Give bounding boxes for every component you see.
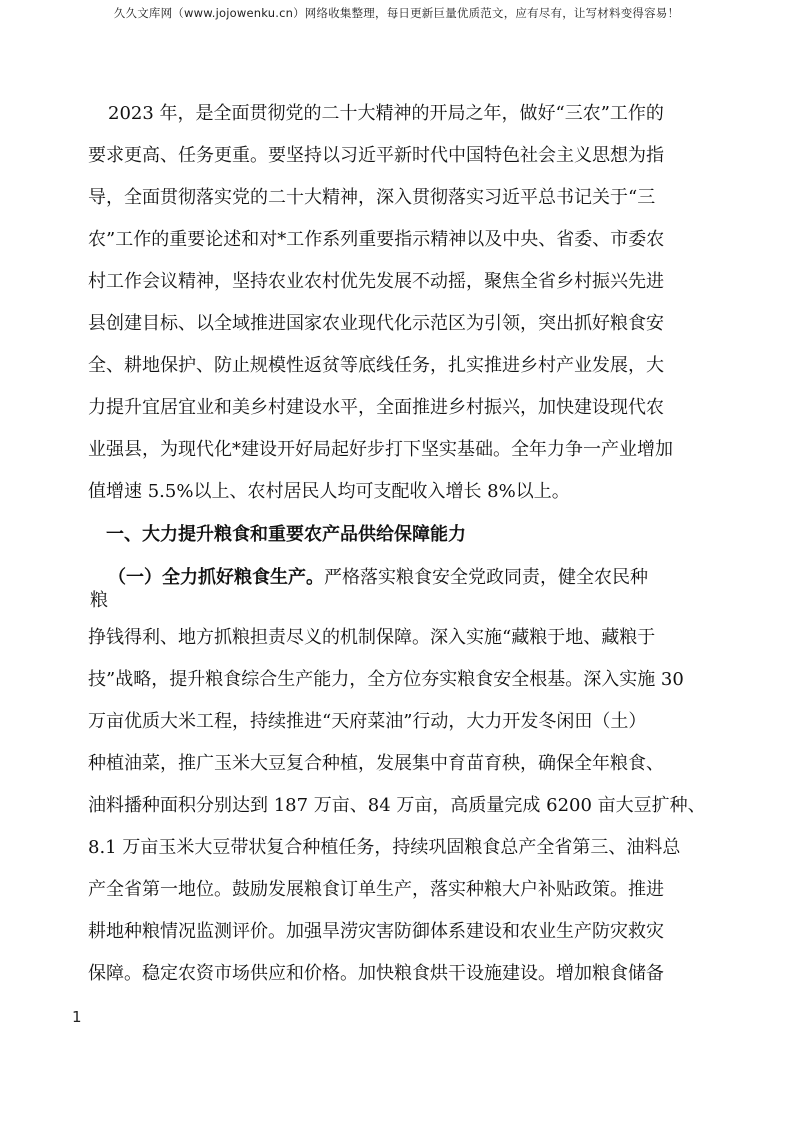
paragraph-line: 万亩优质大米工程，持续推进“天府菜油”行动，大力开发冬闲田（土）: [88, 711, 647, 732]
paragraph-line: 要求更高、任务更重。要坚持以习近平新时代中国特色社会主义思想为指: [88, 145, 664, 166]
paragraph-line: 导，全面贯彻落实党的二十大精神，深入贯彻落实习近平总书记关于“三: [88, 187, 656, 208]
subsection-line: [108, 567, 648, 589]
paragraph-line: 粮: [90, 590, 108, 611]
subsection-text: 严格落实粮食安全党政同责，健全农民种: [324, 567, 648, 588]
subsection-heading: （一）全力抓好粮食生产。: [108, 567, 324, 588]
paragraph-line: 2023 年，是全面贯彻党的二十大精神的开局之年，做好“三农”工作的: [108, 103, 664, 124]
paragraph-line: 技”战略，提升粮食综合生产能力，全方位夯实粮食安全根基。深入实施 30: [88, 669, 684, 690]
paragraph-line: 业强县，为现代化*建设开好局起好步打下坚实基础。全年力争一产业增加: [88, 439, 673, 460]
page-number: 1: [72, 1008, 82, 1026]
section-heading: 一、大力提升粮食和重要农产品供给保障能力: [106, 524, 466, 545]
paragraph-line: 8.1 万亩玉米大豆带状复合种植任务，持续巩固粮食总产全省第三、油料总: [88, 837, 681, 858]
paragraph-line: 耕地种粮情况监测评价。加强旱涝灾害防御体系建设和农业生产防灾救灾: [88, 921, 664, 942]
paragraph-line: 保障。稳定农资市场供应和价格。加快粮食烘干设施建设。增加粮食储备: [88, 963, 664, 984]
paragraph-line: 县创建目标、以全域推进国家农业现代化示范区为引领，突出抓好粮食安: [88, 313, 664, 334]
paragraph-line: 挣钱得利、地方抓粮担责尽义的机制保障。深入实施“藏粮于地、藏粮于: [88, 627, 656, 648]
paragraph-line: 种植油菜，推广玉米大豆复合种植，发展集中育苗育秧，确保全年粮食、: [88, 753, 664, 774]
paragraph-line: 村工作会议精神，坚持农业农村优先发展不动摇，聚焦全省乡村振兴先进: [88, 271, 664, 292]
paragraph-line: 油料播种面积分别达到 187 万亩、84 万亩，高质量完成 6200 亩大豆扩种、: [88, 795, 706, 816]
paragraph-line: 产全省第一地位。鼓励发展粮食订单生产，落实种粮大户补贴政策。推进: [88, 879, 664, 900]
paragraph-line: 农”工作的重要论述和对*工作系列重要指示精神以及中央、省委、市委农: [88, 229, 665, 250]
paragraph-line: 值增速 5.5%以上、农村居民人均可支配收入增长 8%以上。: [88, 481, 570, 502]
paragraph-line: 力提升宜居宜业和美乡村建设水平，全面推进乡村振兴，加快建设现代农: [88, 397, 664, 418]
page-header: 久久文库网（www.jojowenku.cn）网络收集整理，每日更新巨量优质范文，应有尽有，让写材料变得容易！: [113, 6, 680, 20]
paragraph-line: 全、耕地保护、防止规模性返贫等底线任务，扎实推进乡村产业发展，大: [88, 355, 664, 376]
